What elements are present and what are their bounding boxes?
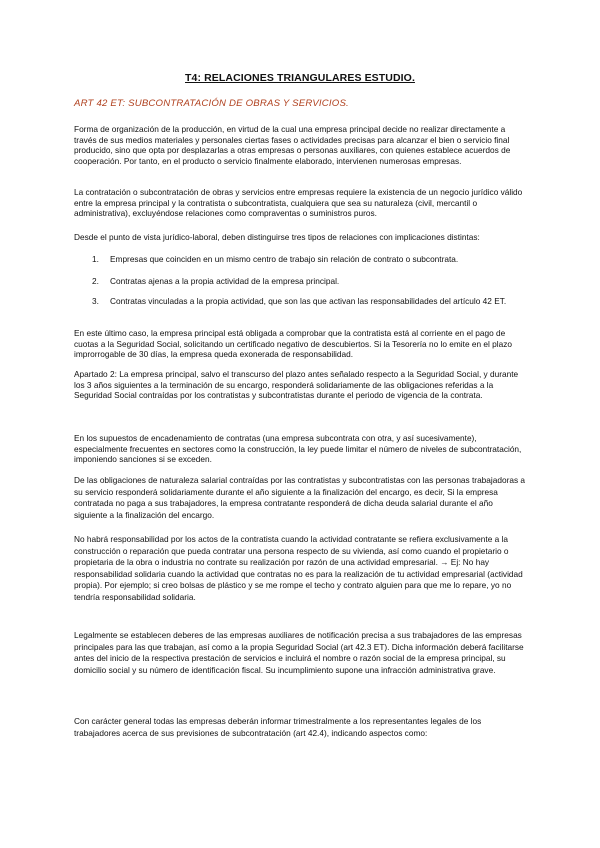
section-heading: ART 42 ET: SUBCONTRATACIÓN DE OBRAS Y SERVICIOS. [74, 98, 349, 109]
paragraph-chained-contracts: En los supuestos de encadenamiento de contratas (una empresa subcontrata con otra, y así sucesivamente), especialmente frecuentes en sectores como la construcción, la ley puede limitar el número de niveles de subcontratación, imponiendo sanciones si se exceden. [74, 433, 522, 465]
list-item-text: Contratas vinculadas a la propia actividad, que son las que activan las responsabilidades del artículo 42 ET. [110, 296, 507, 306]
list-item-number: 2. [92, 276, 99, 286]
paragraph-legal-business: La contratación o subcontratación de obras y servicios entre empresas requiere la existencia de un negocio jurídico válido entre la empresa principal y la contratista o subcontratista, cualquiera que sea su naturaleza (civil, mercantil o administrativa), excluyéndose relaciones como compraventas o suministros puros. [74, 187, 523, 219]
list-item-number: 3. [92, 296, 99, 306]
list-item-text: Contratas ajenas a la propia actividad de la empresa principal. [110, 276, 340, 286]
list-item-number: 1. [92, 254, 99, 264]
paragraph-certificate: En este último caso, la empresa principal está obligada a comprobar que la contratista está al corriente en el pago de cuotas a la Seguridad Social, solicitando un certificado negativo de descubiertos. Si la Tesorería no lo emite en el plazo improrrogable de 30 días, la empresa queda exonerada de responsabilidad. [74, 328, 513, 360]
document-title: T4: RELACIONES TRIANGULARES ESTUDIO. [185, 72, 415, 84]
paragraph-no-responsibility: No habrá responsabilidad por los actos de la contratista cuando la actividad contratante se refiera exclusivamente a la construcción o reparación que pueda contratar una persona respecto de su vivienda, así como cuando el propietario o propietaria de la obra o industria no contrate su realización por razón de una actividad empresarial. → Ej: No hay responsabilidad solidaria cuando la actividad que contratas no es para la realización de tu actividad empresarial (actividad propia). Por ejemplo; si creo bolsas de plástico y se me rompe el techo y contrato alguien para que me lo repare, yo no tendría responsabilidad solidaria. [74, 534, 523, 602]
paragraph-quarterly-information: Con carácter general todas las empresas deberán informar trimestralmente a los representantes legales de los trabajadores acerca de sus previsiones de subcontratación (art 42.4), indicando aspectos como: [74, 716, 482, 738]
list-item [92, 296, 522, 306]
paragraph-three-types: Desde el punto de vista jurídico-laboral, deben distinguirse tres tipos de relaciones con implicaciones distintas: [74, 232, 480, 242]
paragraph-salary-obligations: De las obligaciones de naturaleza salarial contraídas por las contratistas y subcontratistas con las personas trabajadoras a su servicio responderá solidariamente durante el año siguiente a la finalización del encargo, es decir, Si la empresa contratada no paga a sus trabajadores, la empresa contratante responderá de dicha deuda salarial durante el año siguiente a la finalización del encargo. [74, 475, 526, 520]
list-item [92, 254, 522, 264]
paragraph-apartado-2: Apartado 2: La empresa principal, salvo el transcurso del plazo antes señalado respecto a la Seguridad Social, y durante los 3 años siguientes a la terminación de su encargo, responderá solidariamente de las obligaciones referidas a la Seguridad Social contraídas por los contratistas y subcontratistas durante el periodo de vigencia de la contrata. [74, 369, 519, 401]
paragraph-notification-duties: Legalmente se establecen deberes de las empresas auxiliares de notificación precisa a sus trabajadores de las empresas principales para las que trabajan, así como a la propia Seguridad Social (art 42.3 ET). Dicha información deberá facilitarse antes del inicio de la respectiva prestación de servicios e incluirá el nombre o razón social de la empresa principal, su domicilio social y su número de identificación fiscal. Su incumplimiento supone una infracción administrativa grave. [74, 630, 524, 675]
paragraph-definition: Forma de organización de la producción, en virtud de la cual una empresa principal decide no realizar directamente a través de sus medios materiales y personales ciertas fases o actividades precisas para alcanzar el bien o servicio final producido, sino que opta por desplazarlas a otras empresas o personas auxiliares, con quienes establece acuerdos de cooperación. Por tanto, en el producto o servicio finalmente elaborado, intervienen numerosas empresas. [74, 124, 511, 166]
list-item-text: Empresas que coinciden en un mismo centro de trabajo sin relación de contrato o subcontrata. [110, 254, 459, 264]
list-item [92, 276, 522, 286]
